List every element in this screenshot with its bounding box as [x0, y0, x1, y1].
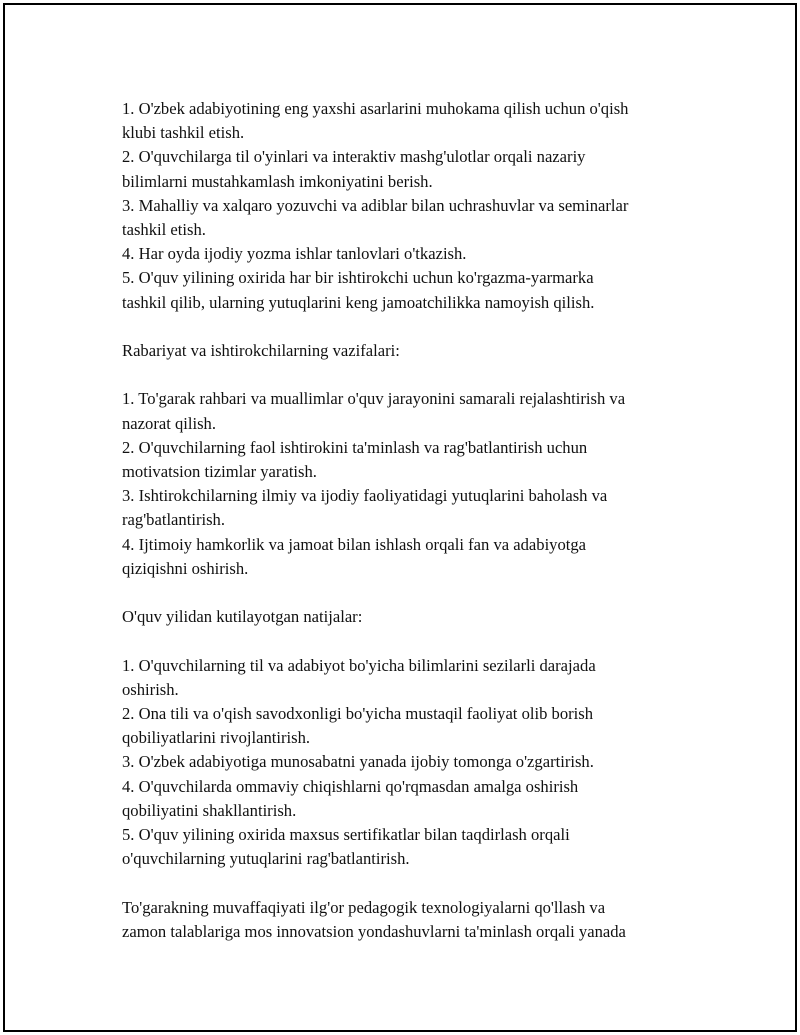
text-line: 3. O'zbek adabiyotiga munosabatni yanada ijobiy tomonga o'zgartirish.: [122, 752, 594, 772]
text-line: 5. O'quv yilining oxirida maxsus sertifikatlar bilan taqdirlash orqali: [122, 825, 570, 845]
text-line: 3. Mahalliy va xalqaro yozuvchi va adiblar bilan uchrashuvlar va seminarlar: [122, 195, 629, 215]
text-line: 3. Ishtirokchilarning ilmiy va ijodiy faoliyatidagi yutuqlarini baholash va: [122, 486, 608, 506]
text-line: 2. O'quvchilarga til o'yinlari va interaktiv mashg'ulotlar orqali nazariy: [122, 147, 586, 167]
text-line: 2. Ona tili va o'qish savodxonligi bo'yicha mustaqil faoliyat olib borish: [122, 704, 594, 724]
closing-paragraph: [122, 896, 702, 944]
section-heading-duties: [122, 339, 702, 363]
text-line: To'garakning muvaffaqiyati ilg'or pedagogik texnologiyalarni qo'llash va: [122, 897, 606, 917]
text-line: tashkil qilib, ularning yutuqlarini keng jamoatchilikka namoyish qilish.: [122, 292, 595, 312]
text-line: 1. To'garak rahbari va muallimlar o'quv jarayonini samarali rejalashtirish va: [122, 389, 626, 409]
text-line: 5. O'quv yilining oxirida har bir ishtirokchi uchun ko'rgazma-yarmarka: [122, 268, 594, 288]
text-line: 2. O'quvchilarning faol ishtirokini ta'minlash va rag'batlantirish uchun: [122, 437, 588, 457]
text-line: zamon talablariga mos innovatsion yondashuvlarni ta'minlash orqali yanada: [122, 921, 626, 941]
text-line: qobiliyatini shakllantirish.: [122, 800, 297, 820]
document-body: [122, 97, 702, 944]
text-line: qiziqishni oshirish.: [122, 558, 249, 578]
duties-list: [122, 387, 702, 581]
text-line: 1. O'quvchilarning til va adabiyot bo'yicha bilimlarini sezilarli darajada: [122, 655, 596, 675]
text-line: tashkil etish.: [122, 220, 206, 240]
text-line: qobiliyatlarini rivojlantirish.: [122, 728, 311, 748]
text-line: oshirish.: [122, 679, 179, 699]
text-line: 4. Har oyda ijodiy yozma ishlar tanlovlari o'tkazish.: [122, 244, 467, 264]
text-line: 4. O'quvchilarda ommaviy chiqishlarni qo'rqmasdan amalga oshirish: [122, 776, 579, 796]
text-line: nazorat qilish.: [122, 413, 217, 433]
text-line: klubi tashkil etish.: [122, 123, 245, 143]
text-line: O'quv yilidan kutilayotgan natijalar:: [122, 607, 363, 627]
text-line: bilimlarni mustahkamlash imkoniyatini berish.: [122, 171, 433, 191]
text-line: Rabariyat va ishtirokchilarning vazifalari:: [122, 341, 400, 361]
text-line: motivatsion tizimlar yaratish.: [122, 462, 317, 482]
activities-list: [122, 97, 702, 315]
section-heading-results: [122, 605, 702, 629]
results-list: [122, 654, 702, 872]
text-line: o'quvchilarning yutuqlarini rag'batlantirish.: [122, 849, 410, 869]
page-frame: [3, 3, 797, 1032]
text-line: 4. Ijtimoiy hamkorlik va jamoat bilan ishlash orqali fan va adabiyotga: [122, 534, 587, 554]
text-line: 1. O'zbek adabiyotining eng yaxshi asarlarini muhokama qilish uchun o'qish: [122, 99, 629, 118]
text-line: rag'batlantirish.: [122, 510, 225, 530]
